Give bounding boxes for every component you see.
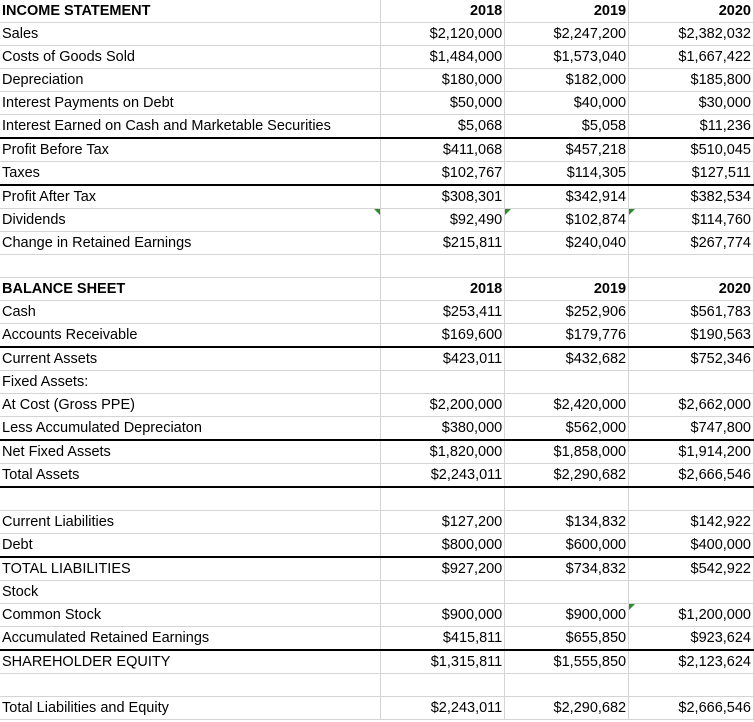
value-cell[interactable] [505,697,629,720]
cell-value: $190,563 [690,327,751,343]
table-row [0,301,754,324]
value-cell[interactable] [505,347,629,371]
cell-value: $5,058 [581,118,627,134]
value-cell[interactable] [381,557,505,581]
label-cell[interactable] [0,417,381,441]
row-label: BALANCE SHEET [2,281,126,297]
row-label: Accumulated Retained Earnings [2,630,210,646]
row-label: Sales [2,26,39,42]
row-label: Fixed Assets: [2,374,89,390]
row-label: Change in Retained Earnings [2,235,192,251]
row-label: Net Fixed Assets [2,444,111,460]
value-cell[interactable] [381,347,505,371]
value-cell[interactable] [505,627,629,651]
row-label: Interest Payments on Debt [2,95,174,111]
value-cell[interactable] [629,604,754,627]
value-cell[interactable] [381,255,505,278]
row-label: Profit After Tax [2,189,97,205]
cell-value: $561,783 [690,304,751,320]
blank-row [0,487,754,511]
comment-indicator-icon [505,209,511,215]
cell-value: $30,000 [698,95,751,111]
cell-value: 2018 [469,281,503,297]
table-row [0,464,754,488]
value-cell[interactable] [381,23,505,46]
cell-value: $342,914 [565,189,627,205]
label-cell[interactable] [0,23,381,46]
value-cell[interactable] [629,697,754,720]
table-row [0,232,754,255]
value-cell[interactable] [629,557,754,581]
value-cell[interactable] [505,487,629,511]
value-cell[interactable] [381,162,505,186]
value-cell[interactable] [505,138,629,162]
cell-value: $102,767 [441,165,503,181]
total-liabilities-equity-row [0,697,754,720]
label-cell[interactable] [0,487,381,511]
table-row [0,581,754,604]
value-cell[interactable] [505,324,629,348]
value-cell[interactable] [505,92,629,115]
value-cell[interactable] [505,417,629,441]
row-label: INCOME STATEMENT [2,3,151,19]
cell-value: $40,000 [573,95,627,111]
value-cell[interactable] [629,23,754,46]
value-cell[interactable] [505,255,629,278]
label-cell[interactable] [0,511,381,534]
cell-value: $2,290,682 [553,467,627,483]
value-cell[interactable] [381,92,505,115]
comment-indicator-icon [374,209,380,215]
value-cell[interactable] [381,697,505,720]
cell-value: $734,832 [565,561,627,577]
cell-value: $240,040 [565,235,627,251]
value-cell[interactable] [629,627,754,651]
value-cell[interactable] [629,650,754,674]
cell-value: $267,774 [690,235,751,251]
table-row [0,92,754,115]
cell-value: $747,800 [690,420,751,436]
cell-value: $415,811 [442,630,503,646]
value-cell[interactable] [629,347,754,371]
cell-value: $2,290,682 [553,700,627,716]
row-label: Stock [2,584,39,600]
value-cell[interactable] [629,69,754,92]
value-cell[interactable] [505,0,629,23]
value-cell[interactable] [381,138,505,162]
value-cell[interactable] [381,371,505,394]
value-cell[interactable] [629,464,754,488]
row-label: TOTAL LIABILITIES [2,561,131,577]
label-cell[interactable] [0,232,381,255]
cell-value: $380,000 [441,420,503,436]
cell-value: 2020 [718,281,751,297]
value-cell[interactable] [381,487,505,511]
table-row [0,511,754,534]
table-row [0,115,754,139]
table-row [0,394,754,417]
value-cell[interactable] [381,278,505,301]
cell-value: $382,534 [690,189,751,205]
value-cell[interactable] [629,232,754,255]
table-row [0,604,754,627]
cell-value: $2,662,000 [678,397,751,413]
label-cell[interactable] [0,69,381,92]
label-cell[interactable] [0,255,381,278]
row-label: Debt [2,537,33,553]
cell-value: $180,000 [441,72,503,88]
cell-value: $2,120,000 [429,26,503,42]
cell-value: $11,236 [699,118,751,134]
row-label: Taxes [2,165,40,181]
cell-value: $800,000 [441,537,503,553]
cell-value: 2018 [469,3,503,19]
value-cell[interactable] [505,650,629,674]
row-label: Current Assets [2,351,98,367]
table-row [0,557,754,581]
cell-value: $2,200,000 [429,397,503,413]
label-cell[interactable] [0,650,381,674]
cell-value: $1,484,000 [429,49,503,65]
table-row [0,650,754,674]
value-cell[interactable] [505,604,629,627]
row-label: Accounts Receivable [2,327,138,343]
value-cell[interactable] [505,440,629,464]
value-cell[interactable] [505,394,629,417]
label-cell[interactable] [0,0,381,23]
cell-value: $927,200 [441,561,503,577]
row-label: Depreciation [2,72,84,88]
cell-value: $169,600 [441,327,503,343]
value-cell[interactable] [381,209,505,232]
table-row [0,534,754,558]
comment-indicator-icon [629,209,635,215]
label-cell[interactable] [0,371,381,394]
label-cell[interactable] [0,464,381,488]
row-label: Total Assets [2,467,80,483]
label-cell[interactable] [0,347,381,371]
value-cell[interactable] [629,511,754,534]
cell-value: 2020 [718,3,751,19]
cell-value: $114,305 [566,165,627,181]
value-cell[interactable] [629,440,754,464]
cell-value: $1,820,000 [429,444,503,460]
value-cell[interactable] [629,534,754,558]
cell-value: $1,200,000 [678,607,751,623]
table-row [0,347,754,371]
cell-value: $542,922 [690,561,751,577]
cell-value: $562,000 [565,420,627,436]
value-cell[interactable] [505,46,629,69]
cell-value: $655,850 [565,630,627,646]
value-cell[interactable] [381,301,505,324]
table-row [0,185,754,209]
cell-value: $185,800 [690,72,751,88]
label-cell[interactable] [0,697,381,720]
label-cell[interactable] [0,394,381,417]
cell-value: $600,000 [565,537,627,553]
value-cell[interactable] [629,0,754,23]
cell-value: $114,760 [691,212,751,228]
value-cell[interactable] [629,324,754,348]
row-label: Total Liabilities and Equity [2,700,169,716]
value-cell[interactable] [629,115,754,139]
cell-value: $411,068 [442,142,503,158]
label-cell[interactable] [0,534,381,558]
income-header-row [0,0,754,23]
value-cell[interactable] [505,464,629,488]
value-cell[interactable] [629,255,754,278]
value-cell[interactable] [629,674,754,697]
comment-indicator-icon [629,604,635,610]
cell-value: $92,490 [449,212,503,228]
value-cell[interactable] [505,69,629,92]
cell-value: $50,000 [449,95,503,111]
value-cell[interactable] [629,487,754,511]
value-cell[interactable] [381,46,505,69]
table-row [0,138,754,162]
label-cell[interactable] [0,324,381,348]
row-label: Less Accumulated Depreciaton [2,420,202,436]
cell-value: $1,555,850 [553,654,627,670]
table-row [0,162,754,186]
cell-value: $400,000 [690,537,751,553]
value-cell[interactable] [381,417,505,441]
value-cell[interactable] [629,301,754,324]
value-cell[interactable] [505,557,629,581]
cell-value: $752,346 [690,351,751,367]
value-cell[interactable] [505,115,629,139]
cell-value: 2019 [593,3,627,19]
value-cell[interactable] [381,674,505,697]
cell-value: $252,906 [565,304,627,320]
cell-value: $102,874 [565,212,627,228]
blank-row [0,674,754,697]
cell-value: $1,858,000 [553,444,627,460]
value-cell[interactable] [381,581,505,604]
cell-value: $253,411 [442,304,503,320]
cell-value: $923,624 [690,630,751,646]
label-cell[interactable] [0,209,381,232]
value-cell[interactable] [381,511,505,534]
label-cell[interactable] [0,278,381,301]
cell-value: $2,666,546 [678,467,751,483]
table-row [0,440,754,464]
value-cell[interactable] [505,278,629,301]
cell-value: $2,243,011 [430,700,503,716]
value-cell[interactable] [629,417,754,441]
cell-value: $179,776 [565,327,627,343]
cell-value: $2,420,000 [553,397,627,413]
table-row [0,23,754,46]
row-label: Common Stock [2,607,102,623]
value-cell[interactable] [629,46,754,69]
row-label: Current Liabilities [2,514,115,530]
cell-value: $423,011 [442,351,503,367]
value-cell[interactable] [629,92,754,115]
value-cell[interactable] [381,324,505,348]
value-cell[interactable] [381,69,505,92]
cell-value: $5,068 [457,118,503,134]
cell-value: $900,000 [441,607,503,623]
value-cell[interactable] [381,534,505,558]
label-cell[interactable] [0,115,381,139]
row-label: Dividends [2,212,66,228]
table-row [0,209,754,232]
cell-value: $2,123,624 [678,654,751,670]
label-cell[interactable] [0,557,381,581]
value-cell[interactable] [505,162,629,186]
label-cell[interactable] [0,674,381,697]
value-cell[interactable] [381,604,505,627]
row-label: Costs of Goods Sold [2,49,135,65]
value-cell[interactable] [381,232,505,255]
cell-value: $308,301 [441,189,503,205]
cell-value: $2,666,546 [678,700,751,716]
label-cell[interactable] [0,185,381,209]
value-cell[interactable] [381,464,505,488]
row-label: SHAREHOLDER EQUITY [2,654,171,670]
cell-value: $432,682 [565,351,627,367]
row-label: At Cost (Gross PPE) [2,397,135,413]
value-cell[interactable] [381,440,505,464]
cell-value: $2,382,032 [678,26,751,42]
label-cell[interactable] [0,92,381,115]
value-cell[interactable] [505,371,629,394]
value-cell[interactable] [505,581,629,604]
value-cell[interactable] [629,278,754,301]
value-cell[interactable] [629,138,754,162]
label-cell[interactable] [0,301,381,324]
cell-value: $127,200 [441,514,503,530]
label-cell[interactable] [0,604,381,627]
value-cell[interactable] [381,185,505,209]
value-cell[interactable] [505,674,629,697]
label-cell[interactable] [0,138,381,162]
cell-value: $215,811 [442,235,503,251]
row-label: Cash [2,304,36,320]
cell-value: $1,914,200 [678,444,751,460]
value-cell[interactable] [629,162,754,186]
cell-value: $900,000 [565,607,627,623]
label-cell[interactable] [0,46,381,69]
row-label: Profit Before Tax [2,142,109,158]
label-cell[interactable] [0,440,381,464]
cell-value: $1,667,422 [678,49,751,65]
blank-row [0,255,754,278]
cell-value: $510,045 [690,142,751,158]
value-cell[interactable] [629,371,754,394]
cell-value: $457,218 [565,142,627,158]
cell-value: $2,247,200 [553,26,627,42]
value-cell[interactable] [505,209,629,232]
cell-value: 2019 [593,281,627,297]
value-cell[interactable] [505,511,629,534]
label-cell[interactable] [0,581,381,604]
value-cell[interactable] [505,232,629,255]
cell-value: $142,922 [690,514,751,530]
value-cell[interactable] [505,185,629,209]
value-cell[interactable] [381,394,505,417]
table-row [0,69,754,92]
cell-value: $1,315,811 [430,654,503,670]
cell-value: $134,832 [565,514,627,530]
value-cell[interactable] [629,394,754,417]
cell-value: $2,243,011 [430,467,503,483]
value-cell[interactable] [381,0,505,23]
table-row [0,417,754,441]
table-row [0,627,754,651]
value-cell[interactable] [505,534,629,558]
cell-value: $182,000 [565,72,627,88]
cell-value: $127,511 [691,165,751,181]
table-row [0,371,754,394]
row-label: Interest Earned on Cash and Marketable Securities [2,118,331,134]
table-row [0,324,754,348]
table-row [0,46,754,69]
label-cell[interactable] [0,627,381,651]
value-cell[interactable] [381,627,505,651]
value-cell[interactable] [381,115,505,139]
balance-header-row [0,278,754,301]
label-cell[interactable] [0,162,381,186]
cell-value: $1,573,040 [553,49,627,65]
value-cell[interactable] [629,581,754,604]
value-cell[interactable] [505,301,629,324]
value-cell[interactable] [629,209,754,232]
value-cell[interactable] [381,650,505,674]
value-cell[interactable] [629,185,754,209]
value-cell[interactable] [505,23,629,46]
